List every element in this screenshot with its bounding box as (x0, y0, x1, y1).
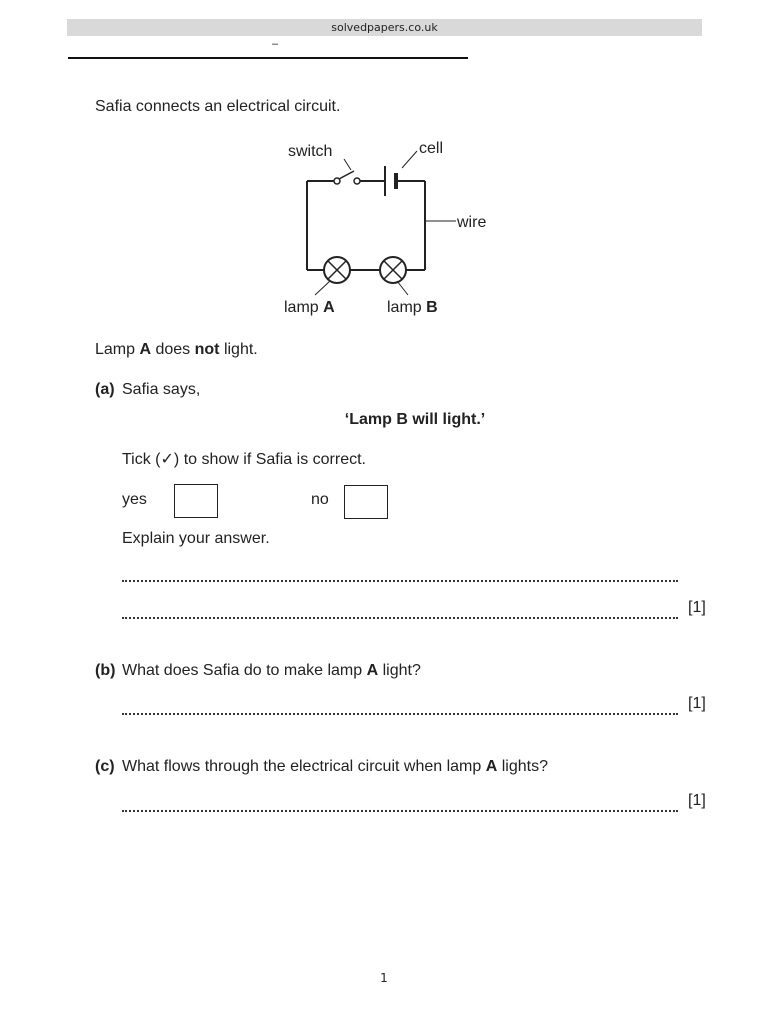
lamp-a-label: lamp A (284, 299, 335, 316)
part-b-question: What does Safia do to make lamp A light? (122, 662, 421, 679)
answer-line-a1[interactable] (122, 580, 678, 582)
header-site-name: solvedpapers.co.uk (331, 21, 438, 34)
part-a-mark: [1] (688, 599, 706, 616)
part-b-label: (b) (95, 662, 116, 679)
intro-text: Safia connects an electrical circuit. (95, 98, 341, 115)
part-b-mark: [1] (688, 695, 706, 712)
tick-instruction: Tick (✓) to show if Safia is correct. (122, 451, 366, 468)
page-number: 1 (380, 971, 388, 985)
answer-line-b[interactable] (122, 713, 678, 715)
lamp-b-label: lamp B (387, 299, 438, 316)
header-site-bar (67, 19, 702, 36)
part-a-text: Safia says, (122, 381, 201, 398)
circuit-diagram (0, 130, 768, 330)
part-a-label: (a) (95, 381, 115, 398)
wire-label: wire (457, 214, 487, 231)
answer-line-c[interactable] (122, 810, 678, 812)
header-dash: – (272, 38, 279, 50)
switch-leader (344, 159, 351, 170)
no-tick-box[interactable] (344, 485, 388, 519)
lamp-b-leader (397, 281, 408, 295)
switch-contact-right (354, 178, 360, 184)
lamp-a-symbol (324, 257, 350, 283)
part-c-mark: [1] (688, 792, 706, 809)
part-c-label: (c) (95, 758, 115, 775)
lamp-a-leader (315, 281, 330, 295)
explain-instruction: Explain your answer. (122, 530, 270, 547)
switch-lever (339, 171, 354, 179)
no-label: no (311, 491, 329, 508)
cell-leader (402, 151, 417, 168)
header-rule (68, 57, 468, 59)
yes-label: yes (122, 491, 147, 508)
switch-label: switch (288, 143, 333, 160)
part-c-question: What flows through the electrical circuit when lamp A lights? (122, 758, 548, 775)
yes-tick-box[interactable] (174, 484, 218, 518)
cell-label: cell (419, 140, 444, 157)
statement-text: Lamp A does not light. (95, 341, 258, 358)
lamp-b-symbol (380, 257, 406, 283)
answer-line-a2[interactable] (122, 617, 678, 619)
safia-quote: ‘Lamp B will light.’ (344, 411, 486, 428)
